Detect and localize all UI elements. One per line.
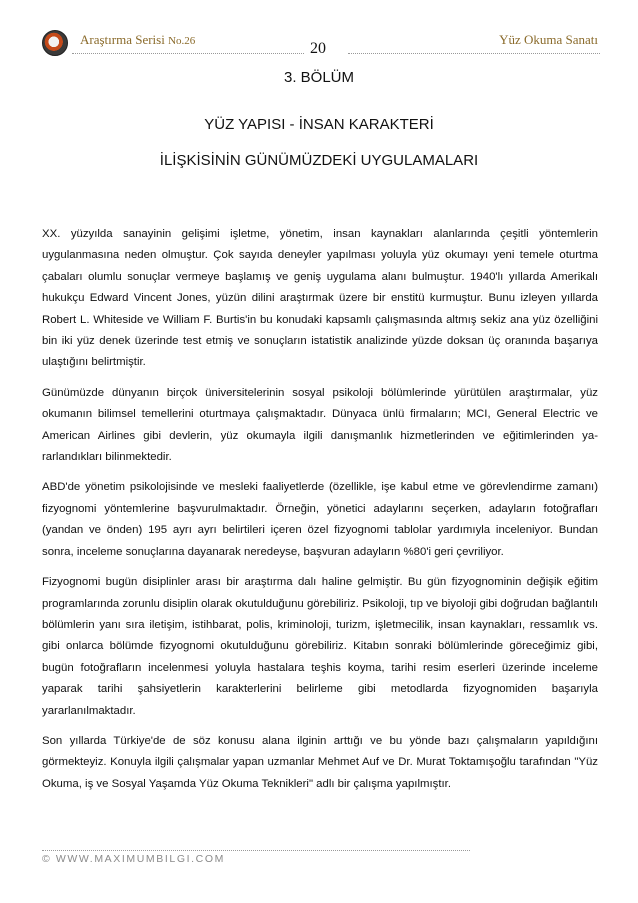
series-logo-icon [42, 30, 68, 56]
paragraph-5: Son yıllarda Türkiye'de de söz konusu alana ilginin arttığı ve bu yönde bazı çalışmaların yapıldığını görmekteyiz. Konuyla ilgili çalışmalar yapan uzmanlar Mehmet Auf ve Dr. Murat Toktamışoğlu tarafından "Yüz Okuma, iş ve Sosyal Yaşamda Yüz Okuma Teknikleri" adlı bir çalışma yapılmıştır. [42, 734, 598, 790]
paragraph-4: Fizyognomi bugün disiplinler arası bir araştırma dalı haline gelmiştir. Bu gün fizyognominin değişik eğitim programlarında zorunlu disiplin olarak okutulduğunu görebiliriz. Psikoloji, tıp ve biyoloji gibi doğrudan bağlantılı bölümlerin yanı sıra iletişim, istihbarat, polis, kriminoloji, turizm, işletmecilik, insan kaynakları, ressamlık vs. gibi onlarca bölümde fizyognomi okutulduğunu görebiliriz. Kitabın sonraki bölümlerinde göreceğimiz gibi, bugün fotoğrafların incelenmesi yoluyla hastalara teşhis koyma, tarihi resim eserleri üzerinde inceleme yaparak tarihi şahsiyetlerin karakterlerini belirleme gibi metodlarda fizyognomiden başarıyla yararlanılmaktadır. [42, 576, 598, 717]
series-name: Araştırma Serisi [80, 32, 165, 47]
chapter-title-line2: İLİŞKİSİNİN GÜNÜMÜZDEKİ UYGULAMALARI [159, 152, 479, 169]
page-number: 20 [310, 40, 326, 57]
header-divider-right [348, 53, 600, 54]
body-text [42, 224, 598, 804]
paragraph-1: XX. yüzyılda sanayinin gelişimi işletme, yönetim, insan kaynakları alanlarında çeşitli yöntemlerin uygulanmasına neden olmuştur. Çok sayıda deneyler yapılması yoluyla yüz okumayı yeni temele oturtma çabaları olumlu sonuçlar vermeye başlamış ve geniş uygulama alanı bulmuştur. 1940'lı yıllarda Amerikalı hukukçu Edward Vincent Jones, yüzün dilini araştırmak üzere bir enstitü kurmuştur. Bunu izleyen yıllarda Robert L. Whiteside ve William F. Burtis'in bu konudaki kapsamlı çalışmasında altmış sekiz ana yüz özelliğini bin iki yüz denek üzerinde test etmiş ve sonuçların istatistik analizinde yüzde doksan üç oranında başarıya ulaştığını belirtmiştir. [42, 228, 598, 369]
paragraph-2: Günümüzde dünyanın birçok üniversitelerinin sosyal psikoloji bölümlerinde yürütülen araştırmalar, yüz okumanın bilimsel temellerini oturtmaya çalışmaktadır. Dünyaca ünlü firmaların; MCI, General Electric ve American Airlines gibi devlerin, yüz okumayla ilgili danışmanlık hizmetlerinden ve eğitimlerinden ya-rarlandıkları bilinmektedir. [42, 386, 598, 464]
header-divider-left [72, 53, 304, 54]
series-number: No.26 [168, 35, 196, 47]
chapter-title-line1: YÜZ YAPISI - İNSAN KARAKTERİ [204, 116, 434, 133]
series-label [80, 32, 195, 48]
book-title: Yüz Okuma Sanatı [499, 32, 598, 47]
footer-divider [42, 850, 470, 851]
chapter-number: 3. BÖLÜM [283, 69, 355, 86]
page-header [0, 0, 638, 60]
footer-copyright: © WWW.MAXIMUMBILGI.COM [42, 853, 225, 865]
paragraph-3: ABD'de yönetim psikolojisinde ve mesleki faaliyetlerde (özellikle, işe kabul etme ve görevlendirme zamanı) fizyognomi yöntemlerine başvurulmaktadır. Örneğin, yönetici adaylarını seçerken, adayların fotoğrafları (yandan ve önden) 195 ayrı ayrı belirtileri içeren özel fizyognomi tablolar yardımıyla inceleniyor. Bundan sonra, inceleme sonuçlarına dayanarak neredeyse, başvuran adayların %80'i geri çevriliyor. [42, 481, 598, 558]
